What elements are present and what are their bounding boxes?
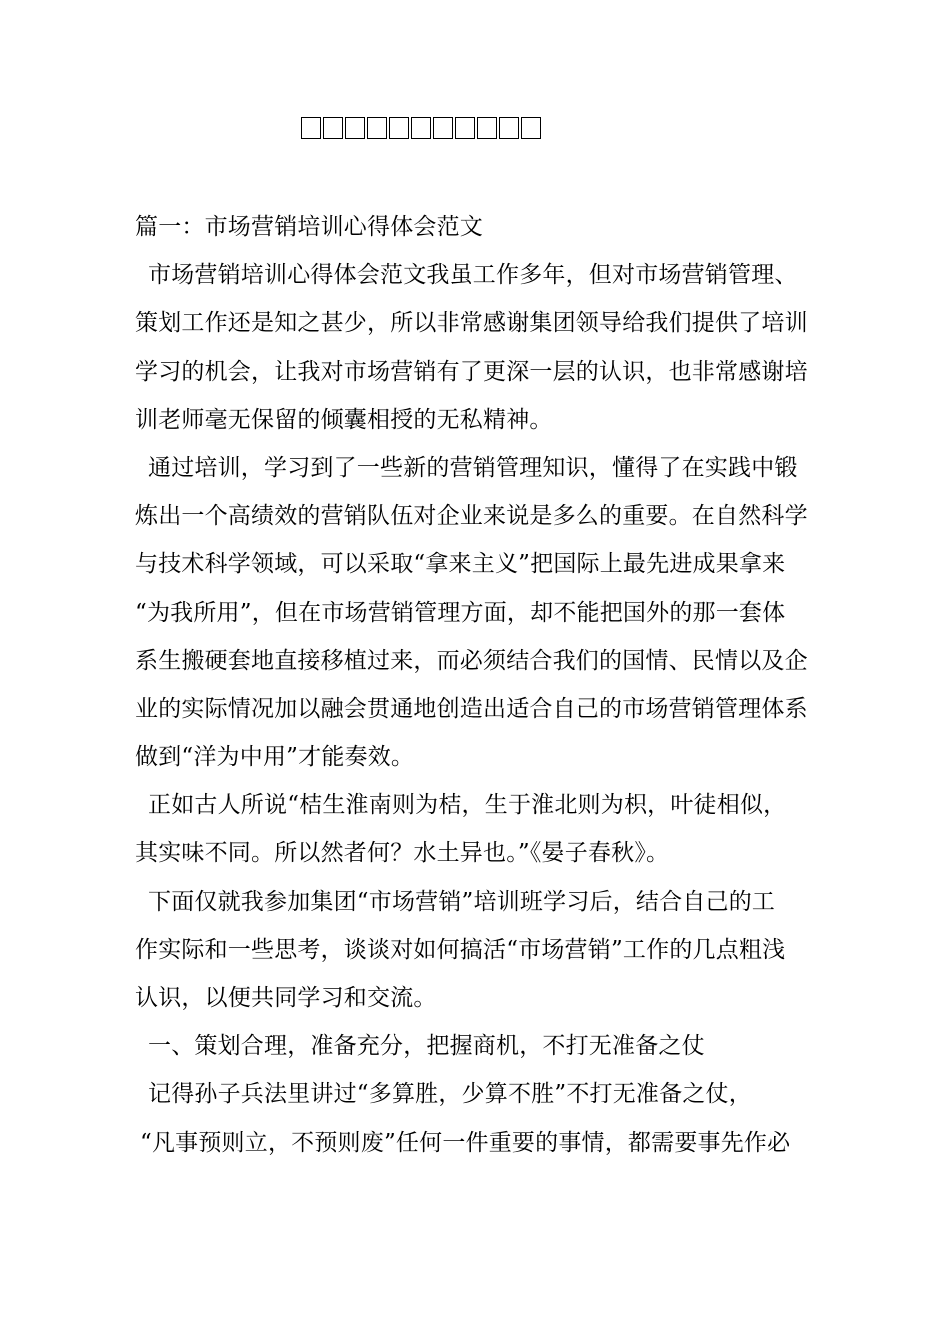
missing-glyph-box <box>477 117 497 139</box>
paragraph-line: 认识，以便共同学习和交流。 <box>135 985 437 1011</box>
missing-glyph-box <box>345 117 365 139</box>
paragraph-line: 学习的机会，让我对市场营销有了更深一层的认识，也非常感谢培 <box>135 358 808 385</box>
missing-glyph-box <box>433 117 453 139</box>
paragraph-line: 系生搬硬套地直接移植过来，而必须结合我们的国情、民情以及企 <box>135 647 808 674</box>
missing-glyph-box <box>323 117 343 139</box>
missing-glyph-box <box>367 117 387 139</box>
document-body <box>135 211 835 1175</box>
missing-glyph-box <box>455 117 475 139</box>
missing-glyph-box <box>521 117 541 139</box>
paragraph-line: 训老师毫无保留的倾囊相授的无私精神。 <box>135 406 553 433</box>
paragraph-line: 其实味不同。所以然者何？水土异也。”《晏子春秋》。 <box>135 840 670 867</box>
paragraph-line: 做到“洋为中用”才能奏效。 <box>135 744 415 771</box>
paragraph-line: 策划工作还是知之甚少，所以非常感谢集团领导给我们提供了培训 <box>135 310 808 337</box>
missing-glyph-box <box>301 117 321 139</box>
paragraph-line: 市场营销培训心得体会范文我虽工作多年，但对市场营销管理、 <box>148 262 798 289</box>
paragraph-line: 炼出一个高绩效的营销队伍对企业来说是多么的重要。在自然科学 <box>135 503 808 530</box>
paragraph-line: 与技术科学领域，可以采取“拿来主义”把国际上最先进成果拿来 <box>135 551 786 578</box>
paragraph-line: 记得孙子兵法里讲过“多算胜，少算不胜”不打无准备之仗， <box>148 1081 752 1108</box>
paragraph-line: 正如古人所说“桔生淮南则为桔，生于淮北则为枳，叶徒相似， <box>148 792 787 819</box>
paragraph-line: 通过培训，学习到了一些新的营销管理知识，懂得了在实践中锻 <box>148 454 798 481</box>
section-heading: 篇一：市场营销培训心得体会范文 <box>135 214 483 240</box>
missing-glyph-box <box>499 117 519 139</box>
paragraph-line: 业的实际情况加以融会贯通地创造出适合自己的市场营销管理体系 <box>135 695 808 722</box>
paragraph-line: 下面仅就我参加集团“市场营销”培训班学习后，结合自己的工 <box>148 888 776 915</box>
paragraph-line: “为我所用”，但在市场营销管理方面，却不能把国外的那一套体 <box>135 599 786 626</box>
subsection-heading: 一、策划合理，准备充分，把握商机，不打无准备之仗 <box>148 1033 705 1060</box>
missing-glyph-box <box>389 117 409 139</box>
missing-glyph-box <box>411 117 431 139</box>
paragraph-line: “凡事预则立，不预则废”任何一件重要的事情，都需要事先作必 <box>140 1129 791 1156</box>
document-title-missing-glyphs <box>301 112 541 144</box>
paragraph-line: 作实际和一些思考，谈谈对如何搞活“市场营销”工作的几点粗浅 <box>135 936 786 963</box>
